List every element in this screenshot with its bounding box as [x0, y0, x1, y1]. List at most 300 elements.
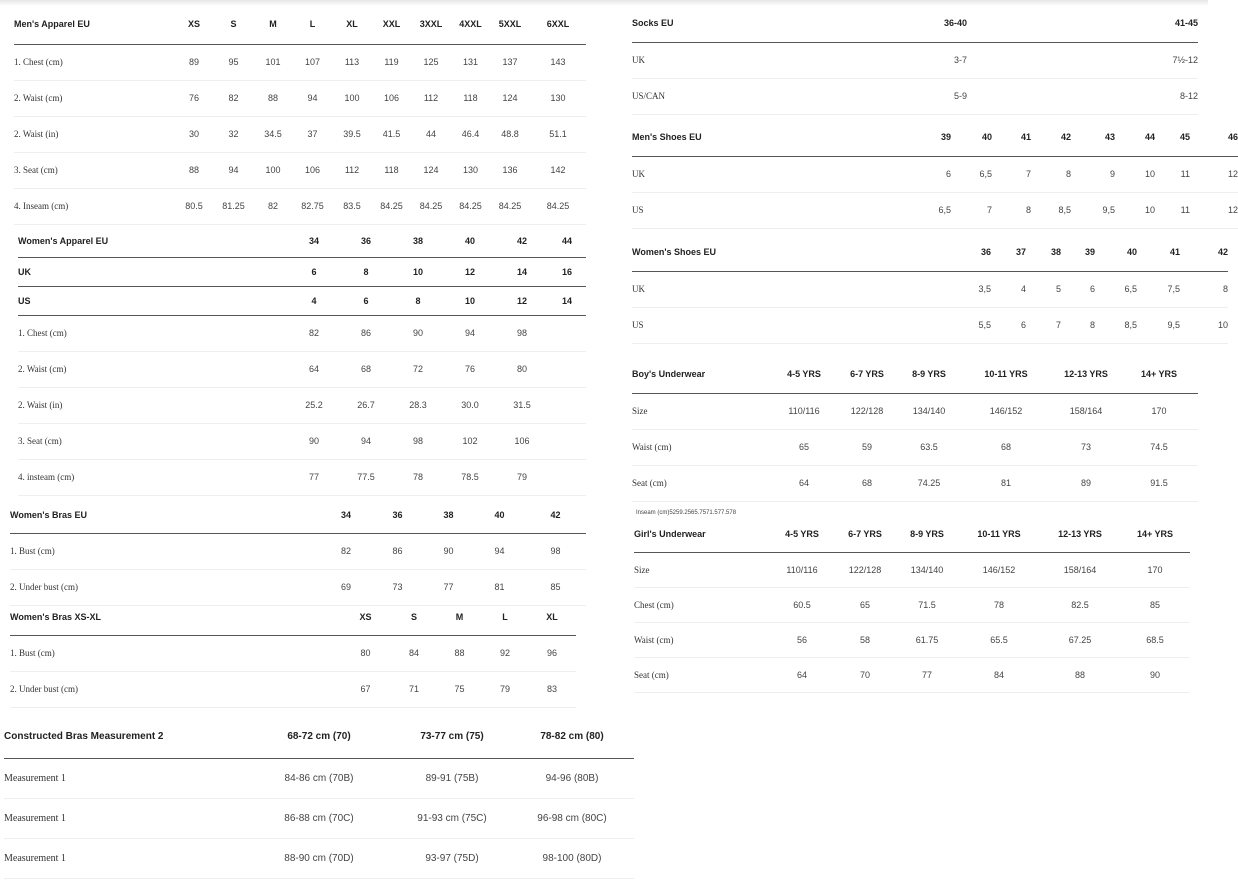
- table-cell: 10: [1115, 192, 1155, 228]
- table-row: [632, 156, 1238, 192]
- table-cell: 110/116: [770, 552, 834, 587]
- table-cell: 69: [320, 569, 372, 605]
- table-cell: 59: [836, 429, 898, 465]
- column-header: 10-11 YRS: [960, 355, 1052, 393]
- table-cell: 46.4: [451, 116, 490, 152]
- table-row: [18, 387, 586, 423]
- table-row: [632, 393, 1198, 429]
- table-cell: 12: [1190, 192, 1238, 228]
- boys_underwear-header-row: [632, 355, 1198, 393]
- table-cell: 84: [391, 635, 437, 671]
- table-cell: 65: [772, 429, 836, 465]
- table-cell: 4: [991, 271, 1026, 307]
- table-cell: 12: [444, 257, 496, 286]
- table-cell: 8: [1180, 271, 1228, 307]
- table-cell: 5-9: [912, 78, 967, 114]
- column-header: 36: [340, 225, 392, 257]
- column-header: 14+ YRS: [1120, 355, 1198, 393]
- row-label: 1. Bust (cm): [10, 635, 340, 671]
- table-cell: 98-100 (80D): [510, 838, 634, 878]
- column-header: 36-40: [912, 4, 967, 42]
- table-cell: 4: [288, 286, 340, 315]
- row-label: Measurement 1: [4, 798, 244, 838]
- column-header: 4-5 YRS: [770, 516, 834, 552]
- row-label: 1. Chest (cm): [18, 315, 288, 351]
- table-cell: 8: [392, 286, 444, 315]
- table-cell: 65: [834, 587, 896, 622]
- table-row: [632, 465, 1198, 501]
- column-header: 6-7 YRS: [834, 516, 896, 552]
- row-label: US: [632, 192, 908, 228]
- column-header: 39: [908, 118, 951, 156]
- row-label: 2. Waist (cm): [14, 80, 174, 116]
- table-cell: 88: [253, 80, 293, 116]
- table-cell: 16: [548, 257, 586, 286]
- column-header: 5XXL: [490, 4, 530, 44]
- table-cell: 89: [174, 44, 214, 80]
- table-cell: 124: [411, 152, 451, 188]
- table-cell: 112: [332, 152, 372, 188]
- table-cell: 90: [392, 315, 444, 351]
- table-cell: 84.25: [451, 188, 490, 224]
- table-cell: 64: [772, 465, 836, 501]
- table-cell: 142: [530, 152, 586, 188]
- table-cell: 98: [525, 533, 586, 569]
- table-cell: 88: [1040, 657, 1120, 692]
- column-header: 8-9 YRS: [898, 355, 960, 393]
- column-header: 38: [392, 225, 444, 257]
- table-cell: 7½-12: [967, 42, 1198, 78]
- table-title: Women's Shoes EU: [632, 233, 954, 271]
- column-header: 40: [444, 225, 496, 257]
- table-row: [14, 116, 586, 152]
- table-cell: 8: [992, 192, 1031, 228]
- table-cell: 3-7: [912, 42, 967, 78]
- table-cell: 14: [548, 286, 586, 315]
- column-header: 40: [951, 118, 992, 156]
- row-label: 2. Under bust (cm): [10, 569, 320, 605]
- table-cell: 102: [444, 423, 496, 459]
- table-cell: 130: [451, 152, 490, 188]
- row-label: UK: [18, 257, 288, 286]
- table-cell: 80: [340, 635, 391, 671]
- table-cell: 77: [423, 569, 474, 605]
- table-cell: 89: [1052, 465, 1120, 501]
- table-cell: 130: [530, 80, 586, 116]
- column-header: 3XXL: [411, 4, 451, 44]
- table-cell: 39.5: [332, 116, 372, 152]
- table-cell: 82: [288, 315, 340, 351]
- row-label: Size: [632, 393, 772, 429]
- table-cell: 6: [340, 286, 392, 315]
- table-cell: 30.0: [444, 387, 496, 423]
- table-cell: 81: [474, 569, 525, 605]
- table-row: [4, 758, 634, 798]
- column-header: 6-7 YRS: [836, 355, 898, 393]
- row-label: 2. Waist (in): [14, 116, 174, 152]
- table-cell: 58: [834, 622, 896, 657]
- socks-header-row: [632, 4, 1198, 42]
- table-cell: 86: [340, 315, 392, 351]
- womens-shoes-table: [632, 233, 1228, 344]
- table-row: [10, 533, 586, 569]
- table-cell: 84.25: [372, 188, 411, 224]
- row-label: 1. Chest (cm): [14, 44, 174, 80]
- table-row: [632, 192, 1238, 228]
- table-cell: 83: [528, 671, 576, 707]
- column-header: 36: [372, 497, 423, 533]
- table-cell: 7: [951, 192, 992, 228]
- column-header: 12-13 YRS: [1052, 355, 1120, 393]
- table-cell: 80: [496, 351, 548, 387]
- table-cell: 10: [1180, 307, 1228, 343]
- table-cell: 30: [174, 116, 214, 152]
- column-header: 73-77 cm (75): [394, 716, 510, 758]
- table-cell: 7: [992, 156, 1031, 192]
- column-header: 38: [1026, 233, 1061, 271]
- table-cell: 82.75: [293, 188, 332, 224]
- table-cell: 98: [392, 423, 444, 459]
- boys-underwear-table: [632, 355, 1198, 502]
- mens-apparel-table: [14, 4, 586, 225]
- table-cell: 68.5: [1120, 622, 1190, 657]
- column-header: 34: [320, 497, 372, 533]
- table-title: Socks EU: [632, 4, 912, 42]
- table-cell: 85: [525, 569, 586, 605]
- table-cell: 134/140: [896, 552, 958, 587]
- table-cell: 94: [293, 80, 332, 116]
- table-cell: 76: [444, 351, 496, 387]
- column-header: 37: [991, 233, 1026, 271]
- column-header: S: [214, 4, 253, 44]
- table-cell: 8: [340, 257, 392, 286]
- row-label: UK: [632, 271, 954, 307]
- table-row: [18, 286, 586, 315]
- table-cell: 31.5: [496, 387, 548, 423]
- constructed-bras-table: [4, 716, 634, 879]
- table-row: [634, 657, 1190, 692]
- table-cell: 70: [834, 657, 896, 692]
- table-cell: 73: [372, 569, 423, 605]
- table-cell: 89-91 (75B): [394, 758, 510, 798]
- womens-apparel-table: [18, 225, 586, 496]
- table-cell: 11: [1155, 192, 1190, 228]
- table-cell: 79: [496, 459, 548, 495]
- table-cell: 9,5: [1137, 307, 1180, 343]
- table-cell: 63.5: [898, 429, 960, 465]
- table-row: [14, 44, 586, 80]
- row-label: Measurement 1: [4, 758, 244, 798]
- table-cell: 68: [340, 351, 392, 387]
- row-label: US: [632, 307, 954, 343]
- table-cell: 88: [174, 152, 214, 188]
- table-cell: 56: [770, 622, 834, 657]
- table-cell: 91-93 cm (75C): [394, 798, 510, 838]
- table-cell: 82: [253, 188, 293, 224]
- column-header: XS: [340, 599, 391, 635]
- table-cell: 94-96 (80B): [510, 758, 634, 798]
- column-header: 6XXL: [530, 4, 586, 44]
- table-cell: 77: [288, 459, 340, 495]
- table-row: [632, 42, 1198, 78]
- table-cell: 64: [288, 351, 340, 387]
- table-title: Women's Apparel EU: [18, 225, 288, 257]
- table-cell: 8,5: [1031, 192, 1071, 228]
- table-cell: 10: [444, 286, 496, 315]
- row-label: 2. Waist (in): [18, 387, 288, 423]
- row-label: Size: [634, 552, 770, 587]
- table-cell: 96: [528, 635, 576, 671]
- column-header: 8-9 YRS: [896, 516, 958, 552]
- table-cell: 64: [770, 657, 834, 692]
- table-cell: 7,5: [1137, 271, 1180, 307]
- table-cell: 44: [411, 116, 451, 152]
- table-cell: 84.25: [530, 188, 586, 224]
- socks-table: [632, 4, 1198, 115]
- column-header: 40: [474, 497, 525, 533]
- table-cell: 158/164: [1040, 552, 1120, 587]
- table-row: [634, 622, 1190, 657]
- table-row: [634, 587, 1190, 622]
- row-label: 3. Seat (cm): [18, 423, 288, 459]
- column-header: 68-72 cm (70): [244, 716, 394, 758]
- column-header: 46: [1190, 118, 1238, 156]
- table-cell: 106: [372, 80, 411, 116]
- table-cell: 9: [1071, 156, 1115, 192]
- table-cell: 6: [991, 307, 1026, 343]
- table-cell: 158/164: [1052, 393, 1120, 429]
- column-header: 44: [548, 225, 586, 257]
- table-cell: 107: [293, 44, 332, 80]
- table-title: Women's Bras EU: [10, 497, 320, 533]
- table-row: [632, 429, 1198, 465]
- column-header: 38: [423, 497, 474, 533]
- table-row: [14, 80, 586, 116]
- column-header: 42: [1180, 233, 1228, 271]
- table-cell: 146/152: [960, 393, 1052, 429]
- table-cell: 41.5: [372, 116, 411, 152]
- table-row: [632, 271, 1228, 307]
- table-cell: 32: [214, 116, 253, 152]
- table-cell: 73: [1052, 429, 1120, 465]
- table-cell: 170: [1120, 393, 1198, 429]
- table-cell: 92: [482, 635, 528, 671]
- table-cell: 72: [392, 351, 444, 387]
- table-row: [4, 838, 634, 878]
- table-cell: 26.7: [340, 387, 392, 423]
- table-cell: 10: [392, 257, 444, 286]
- column-header: 78-82 cm (80): [510, 716, 634, 758]
- table-cell: 71: [391, 671, 437, 707]
- girls-underwear-table: [634, 516, 1190, 693]
- table-cell: [548, 351, 586, 387]
- table-cell: 74.5: [1120, 429, 1198, 465]
- column-header: 41-45: [967, 4, 1198, 42]
- table-cell: 110/116: [772, 393, 836, 429]
- column-header: 10-11 YRS: [958, 516, 1040, 552]
- table-cell: 76: [174, 80, 214, 116]
- table-cell: 112: [411, 80, 451, 116]
- row-label: 2. Waist (cm): [18, 351, 288, 387]
- table-cell: 34.5: [253, 116, 293, 152]
- row-label: Seat (cm): [632, 465, 772, 501]
- table-cell: 60.5: [770, 587, 834, 622]
- table-cell: 8: [1031, 156, 1071, 192]
- table-cell: 94: [444, 315, 496, 351]
- table-cell: 25.2: [288, 387, 340, 423]
- table-cell: 8-12: [967, 78, 1198, 114]
- table-cell: 6,5: [908, 192, 951, 228]
- womens_shoes-header-row: [632, 233, 1228, 271]
- table-cell: 98: [496, 315, 548, 351]
- table-cell: [548, 387, 586, 423]
- table-row: [18, 351, 586, 387]
- column-header: XXL: [372, 4, 411, 44]
- table-cell: 11: [1155, 156, 1190, 192]
- table-row: [634, 552, 1190, 587]
- table-cell: 85: [1120, 587, 1190, 622]
- table-cell: 68: [836, 465, 898, 501]
- table-row: [18, 315, 586, 351]
- table-cell: 8: [1061, 307, 1095, 343]
- table-cell: 81: [960, 465, 1052, 501]
- table-cell: 71.5: [896, 587, 958, 622]
- row-label: 2. Under bust (cm): [10, 671, 340, 707]
- table-cell: 100: [253, 152, 293, 188]
- row-label: 4. Inseam (cm): [14, 188, 174, 224]
- table-cell: 88: [437, 635, 482, 671]
- table-cell: 6: [288, 257, 340, 286]
- mens_shoes-header-row: [632, 118, 1238, 156]
- table-cell: 5: [1026, 271, 1061, 307]
- table-cell: 61.75: [896, 622, 958, 657]
- table-cell: 68: [960, 429, 1052, 465]
- column-header: S: [391, 599, 437, 635]
- table-cell: 6,5: [1095, 271, 1137, 307]
- table-cell: 94: [474, 533, 525, 569]
- mens-shoes-table: [632, 118, 1238, 229]
- column-header: 12-13 YRS: [1040, 516, 1120, 552]
- row-label: Measurement 1: [4, 838, 244, 878]
- table-cell: 9,5: [1071, 192, 1115, 228]
- column-header: XL: [528, 599, 576, 635]
- table-cell: 12: [1190, 156, 1238, 192]
- table-cell: 90: [288, 423, 340, 459]
- table-row: [10, 635, 576, 671]
- boys-underwear-note: Inseam (cm)5259.2565.7571.577.578: [636, 510, 737, 516]
- table-cell: 28.3: [392, 387, 444, 423]
- column-header: M: [437, 599, 482, 635]
- column-header: 44: [1115, 118, 1155, 156]
- row-label: US: [18, 286, 288, 315]
- table-cell: 78: [392, 459, 444, 495]
- girls_underwear-header-row: [634, 516, 1190, 552]
- table-cell: 67: [340, 671, 391, 707]
- table-cell: 79: [482, 671, 528, 707]
- table-cell: 94: [214, 152, 253, 188]
- table-cell: 83.5: [332, 188, 372, 224]
- womens-bras-eu-table: [10, 497, 586, 606]
- table-cell: 37: [293, 116, 332, 152]
- table-cell: 95: [214, 44, 253, 80]
- table-cell: 65.5: [958, 622, 1040, 657]
- table-cell: 82: [214, 80, 253, 116]
- womens_bras_eu-header-row: [10, 497, 586, 533]
- table-cell: 80.5: [174, 188, 214, 224]
- table-row: [14, 188, 586, 224]
- table-cell: 131: [451, 44, 490, 80]
- table-cell: 143: [530, 44, 586, 80]
- table-cell: 170: [1120, 552, 1190, 587]
- row-label: 4. insteam (cm): [18, 459, 288, 495]
- row-label: Chest (cm): [634, 587, 770, 622]
- column-header: 39: [1061, 233, 1095, 271]
- column-header: 45: [1155, 118, 1190, 156]
- table-cell: 67.25: [1040, 622, 1120, 657]
- table-cell: 51.1: [530, 116, 586, 152]
- table-cell: 14: [496, 257, 548, 286]
- table-row: [632, 78, 1198, 114]
- table-cell: 88-90 cm (70D): [244, 838, 394, 878]
- column-header: 42: [1031, 118, 1071, 156]
- table-cell: 136: [490, 152, 530, 188]
- table-cell: 78: [958, 587, 1040, 622]
- row-label: UK: [632, 156, 908, 192]
- table-cell: 3,5: [954, 271, 991, 307]
- table-cell: 101: [253, 44, 293, 80]
- table-cell: 84.25: [411, 188, 451, 224]
- table-cell: 122/128: [836, 393, 898, 429]
- column-header: 41: [992, 118, 1031, 156]
- table-cell: 118: [451, 80, 490, 116]
- table-cell: 125: [411, 44, 451, 80]
- column-header: 36: [954, 233, 991, 271]
- table-cell: 91.5: [1120, 465, 1198, 501]
- column-header: XS: [174, 4, 214, 44]
- column-header: L: [482, 599, 528, 635]
- table-title: Men's Apparel EU: [14, 4, 174, 44]
- table-cell: 93-97 (75D): [394, 838, 510, 878]
- table-cell: 8,5: [1095, 307, 1137, 343]
- table-cell: 82.5: [1040, 587, 1120, 622]
- table-cell: 96-98 cm (80C): [510, 798, 634, 838]
- column-header: M: [253, 4, 293, 44]
- table-cell: 5,5: [954, 307, 991, 343]
- table-cell: 90: [1120, 657, 1190, 692]
- table-cell: 12: [496, 286, 548, 315]
- table-cell: 100: [332, 80, 372, 116]
- table-row: [632, 307, 1228, 343]
- column-header: 14+ YRS: [1120, 516, 1190, 552]
- table-cell: 74.25: [898, 465, 960, 501]
- table-cell: 6: [908, 156, 951, 192]
- table-cell: 86-88 cm (70C): [244, 798, 394, 838]
- row-label: Waist (cm): [632, 429, 772, 465]
- table-cell: 84.25: [490, 188, 530, 224]
- row-label: Waist (cm): [634, 622, 770, 657]
- column-header: 42: [496, 225, 548, 257]
- table-cell: 106: [293, 152, 332, 188]
- column-header: 34: [288, 225, 340, 257]
- row-label: UK: [632, 42, 912, 78]
- table-cell: 90: [423, 533, 474, 569]
- table-cell: 75: [437, 671, 482, 707]
- column-header: 4XXL: [451, 4, 490, 44]
- table-cell: 124: [490, 80, 530, 116]
- table-cell: 6: [1061, 271, 1095, 307]
- row-label: 1. Bust (cm): [10, 533, 320, 569]
- row-label: US/CAN: [632, 78, 912, 114]
